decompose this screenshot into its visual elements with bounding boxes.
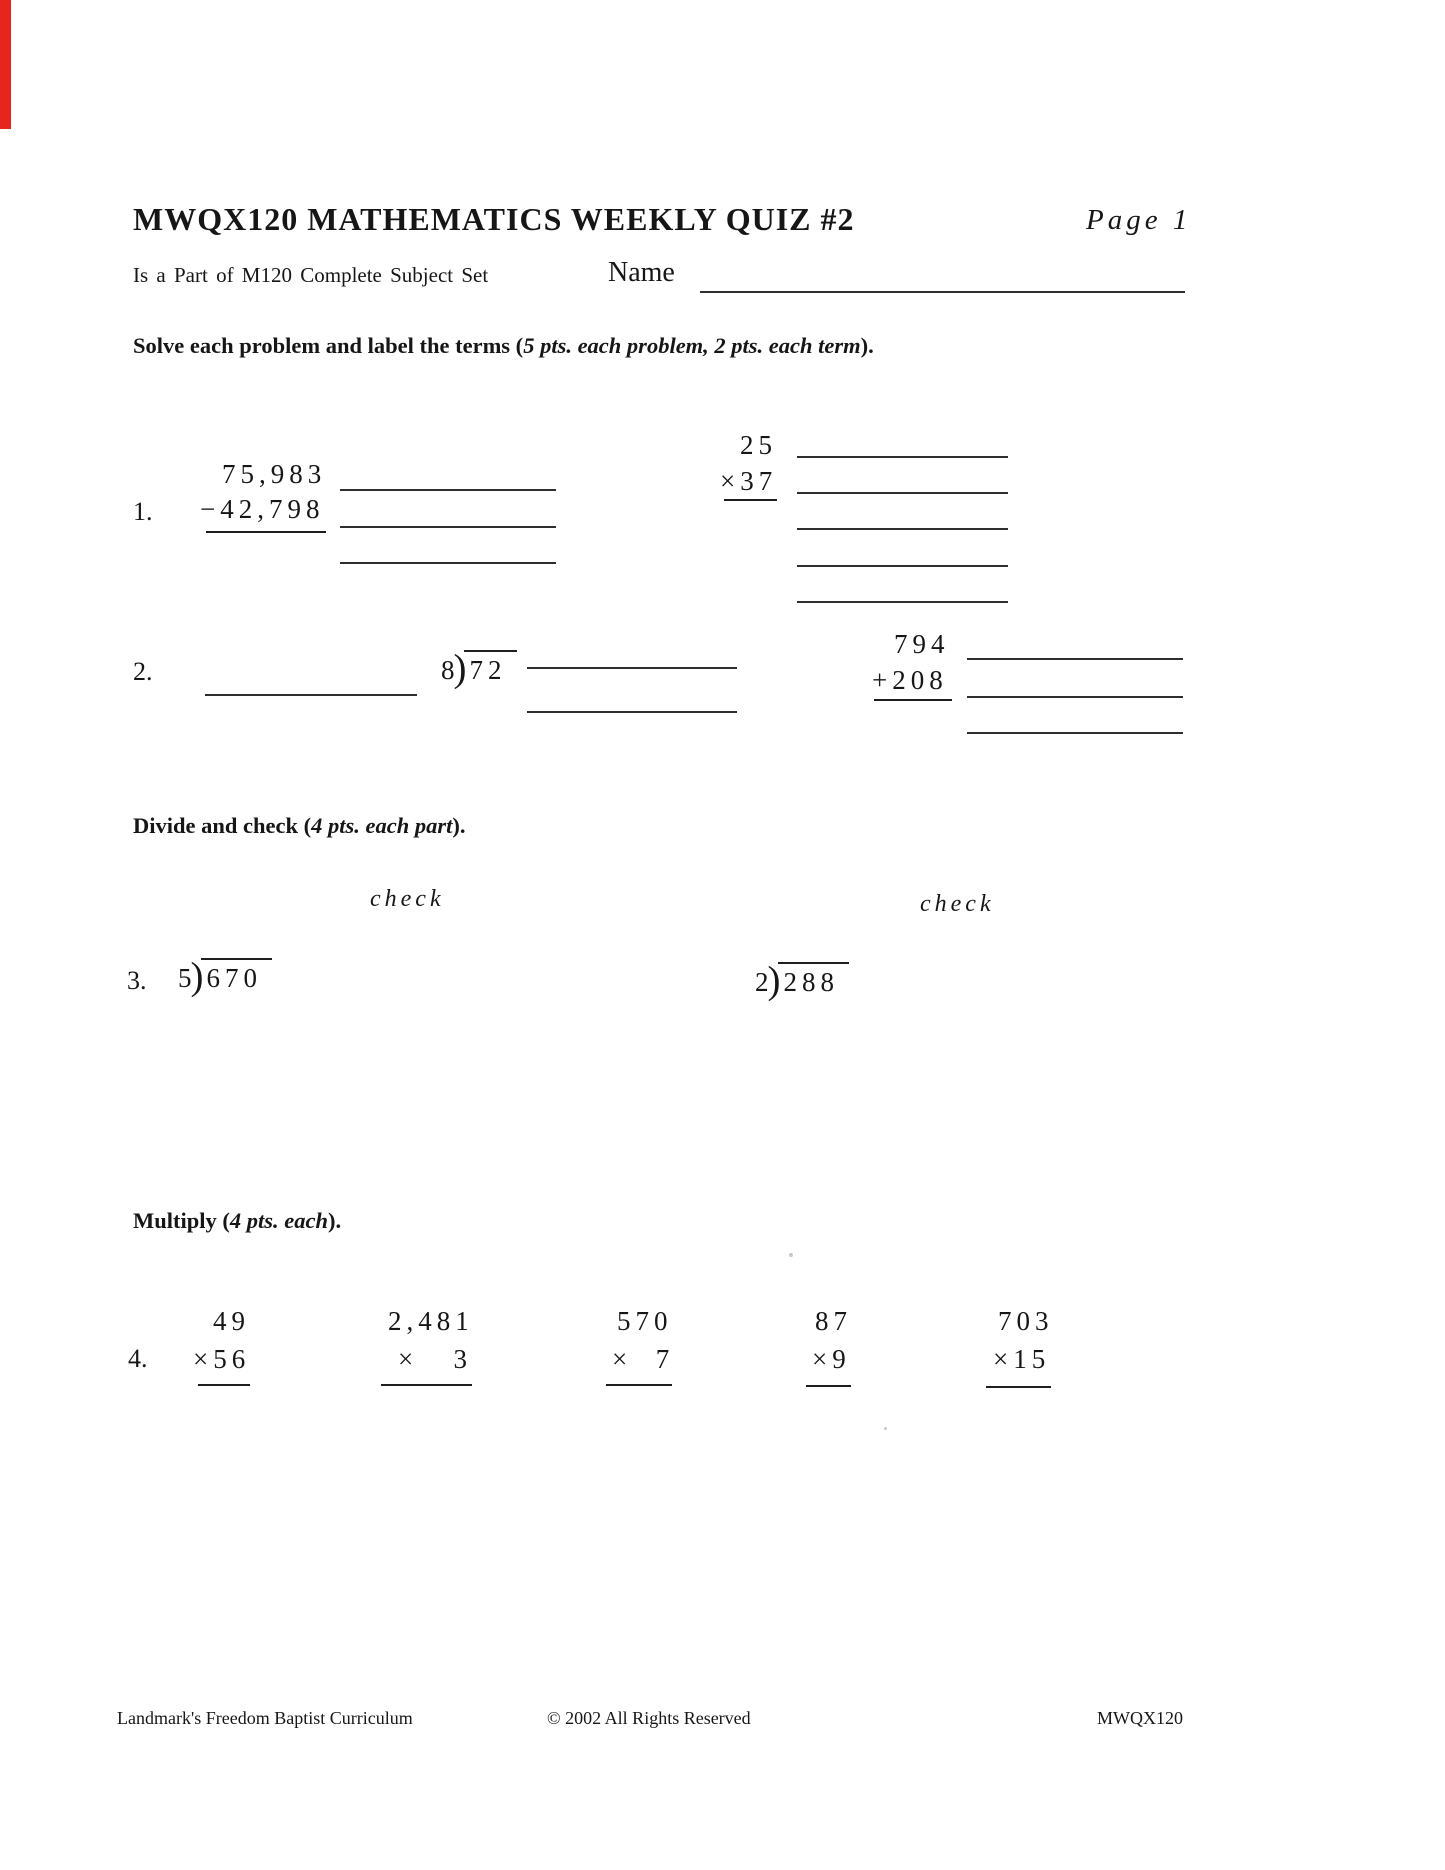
scan-speck	[884, 1427, 887, 1430]
scan-edge-mark	[0, 0, 11, 129]
mul-col1-top: 49	[213, 1306, 250, 1336]
mul-col5-top: 703	[998, 1306, 1054, 1336]
answer-line	[797, 601, 1008, 603]
name-line	[700, 291, 1185, 293]
answer-line	[967, 732, 1183, 734]
answer-line	[797, 492, 1008, 494]
instruction-multiply-post: ).	[328, 1208, 342, 1233]
mul-col2-rule	[381, 1384, 472, 1386]
subtitle: Is a Part of M120 Complete Subject Set	[133, 263, 489, 287]
dividend: 72	[464, 650, 517, 684]
divisor: 2	[755, 967, 770, 997]
answer-line	[527, 667, 737, 669]
footer-copyright: © 2002 All Rights Reserved	[547, 1708, 751, 1728]
check-label-left: check	[370, 886, 445, 912]
answer-line	[340, 526, 556, 528]
answer-line	[527, 711, 737, 713]
subtraction-minuend: 75,983	[222, 459, 327, 489]
answer-line	[340, 562, 556, 564]
mul-col2-top: 2,481	[388, 1306, 474, 1336]
answer-line	[797, 528, 1008, 530]
quiz-title: MWQX120 MATHEMATICS WEEKLY QUIZ #2	[133, 201, 855, 237]
multiplication-bottom: ×37	[720, 466, 778, 496]
problem-1-number: 1.	[133, 497, 153, 526]
answer-line	[205, 694, 417, 696]
division-problem-8-72: 8 ) 72	[441, 650, 517, 684]
instruction-multiply-points: 4 pts. each	[229, 1208, 329, 1233]
name-label: Name	[608, 257, 675, 288]
instruction-multiply-pre: Multiply (	[133, 1208, 230, 1233]
dividend: 288	[778, 962, 850, 996]
subtraction-subtrahend: −42,798	[200, 494, 325, 524]
answer-line	[967, 658, 1183, 660]
mul-col3-bottom: × 7	[612, 1344, 675, 1374]
addition-top: 794	[894, 629, 950, 659]
instruction-solve	[133, 333, 874, 359]
multiplication-rule	[724, 499, 777, 501]
footer-publisher: Landmark's Freedom Baptist Curriculum	[117, 1708, 413, 1728]
instruction-multiply	[133, 1208, 341, 1234]
mul-col4-rule	[806, 1385, 851, 1387]
instruction-solve-pre: Solve each problem and label the terms (	[133, 333, 524, 358]
mul-col5-bottom: ×15	[993, 1344, 1051, 1374]
instruction-divide-pre: Divide and check (	[133, 813, 312, 838]
scan-speck	[789, 1253, 793, 1257]
mul-col3-top: 570	[617, 1306, 673, 1336]
problem-2-number: 2.	[133, 657, 153, 686]
addition-rule	[874, 699, 952, 701]
dividend: 670	[201, 958, 273, 992]
check-label-right: check	[920, 891, 995, 917]
answer-line	[797, 456, 1008, 458]
subtraction-rule	[206, 531, 326, 533]
answer-line	[797, 565, 1008, 567]
divisor: 5	[178, 963, 193, 993]
instruction-solve-post: ).	[860, 333, 874, 358]
mul-col1-rule	[198, 1384, 250, 1386]
instruction-divide-points: 4 pts. each part	[311, 813, 453, 838]
answer-line	[967, 696, 1183, 698]
footer-code: MWQX120	[1097, 1708, 1183, 1728]
addition-bottom: +208	[872, 665, 948, 695]
instruction-divide-post: ).	[452, 813, 466, 838]
mul-col4-top: 87	[815, 1306, 852, 1336]
multiplication-top: 25	[740, 430, 777, 460]
instruction-divide	[133, 813, 466, 839]
page-number-label: Page 1	[1086, 204, 1192, 236]
division-problem-2-288: 2 ) 288	[755, 962, 849, 996]
divisor: 8	[441, 655, 456, 685]
answer-line	[340, 489, 556, 491]
mul-col3-rule	[606, 1384, 672, 1386]
problem-3-number: 3.	[127, 966, 147, 995]
mul-col2-bottom: × 3	[398, 1344, 472, 1374]
mul-col5-rule	[986, 1386, 1051, 1388]
mul-col4-bottom: ×9	[812, 1344, 851, 1374]
mul-col1-bottom: ×56	[193, 1344, 251, 1374]
division-problem-5-670: 5 ) 670	[178, 958, 272, 992]
instruction-solve-points: 5 pts. each problem, 2 pts. each term	[523, 333, 861, 358]
problem-4-number: 4.	[128, 1344, 148, 1373]
